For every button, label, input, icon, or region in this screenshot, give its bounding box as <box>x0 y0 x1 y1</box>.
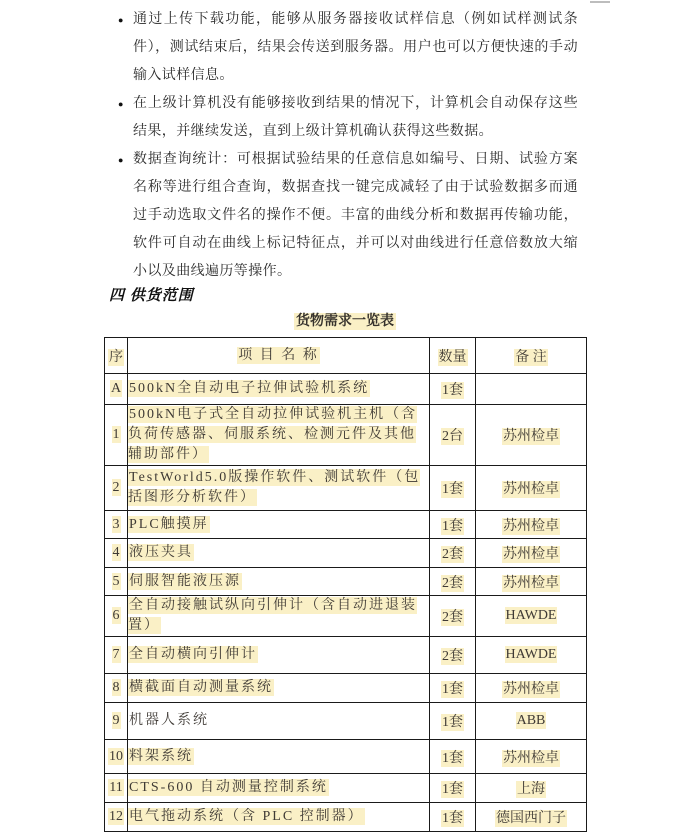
row-name: 全自动接触试纵向引伸计（含自动进退装置） <box>128 598 417 633</box>
row-remark <box>530 380 532 397</box>
row-name: CTS-600 自动测量控制系统 <box>129 780 328 795</box>
row-qty: 1套 <box>442 383 463 398</box>
header-name-text: 项 目 名 称 <box>238 347 319 363</box>
table-row <box>105 703 587 740</box>
bullet-text: 通过上传下载功能，能够从服务器接收试样信息（例如试样测试条件），测试结束后，结果会传送到服务器。用户也可以方便快速的手动输入试样信息。 <box>133 12 578 83</box>
table-header-row <box>105 338 587 374</box>
row-qty: 2台 <box>442 429 463 444</box>
row-no: 3 <box>112 516 120 532</box>
row-remark: 德国西门子 <box>496 811 566 826</box>
row-qty: 2套 <box>442 649 463 664</box>
row-remark: 苏州检卓 <box>503 575 559 591</box>
row-no: 10 <box>109 748 123 764</box>
bullet-text: 在上级计算机没有能够接收到结果的情况下，计算机会自动保存这些结果，并继续发送，直到上级计算机确认获得这些数据。 <box>133 96 578 139</box>
bullet-item <box>118 90 578 146</box>
row-no: 12 <box>109 809 123 824</box>
table-row <box>105 511 587 539</box>
row-name: 横截面自动测量系统 <box>129 680 273 695</box>
row-name: TestWorld5.0版操作软件、测试软件（包括图形分析软件） <box>128 470 421 505</box>
table-title-text: 货物需求一览表 <box>296 314 394 329</box>
row-remark: HAWDE <box>505 608 557 623</box>
row-qty: 1套 <box>442 782 463 797</box>
header-no <box>105 338 128 374</box>
bullet-item <box>118 146 578 286</box>
row-no: 5 <box>112 573 120 589</box>
row-no: 1 <box>112 427 120 442</box>
bullet-item <box>118 6 578 90</box>
row-no: 9 <box>112 713 120 728</box>
bullet-text: 数据查询统计：可根据试验结果的任意信息如编号、日期、试验方案名称等进行组合查询，数据查找一键完成减轻了由于试验数据多而通过手动选取文件名的操作不便。丰富的曲线分析和数据再传输功能，软件可自动在曲线上标记特征点，并可以对曲线进行任意倍数放大缩小以及曲线遍历等操作。 <box>133 152 578 279</box>
row-name: 伺服智能液压源 <box>129 573 241 589</box>
row-name: 机器人系统 <box>129 713 209 728</box>
row-remark: 苏州检卓 <box>503 750 559 766</box>
row-no: 6 <box>112 608 120 623</box>
header-remark-text: 备 注 <box>515 349 547 365</box>
row-no: A <box>110 381 122 396</box>
row-qty: 2套 <box>442 575 463 591</box>
header-qty <box>430 338 476 374</box>
table-row <box>105 405 587 466</box>
table-row <box>105 774 587 803</box>
row-name: 全自动横向引伸计 <box>129 647 257 662</box>
table-row <box>105 674 587 703</box>
row-name: 500kN全自动电子拉伸试验机系统 <box>129 381 370 396</box>
row-remark: HAWDE <box>505 647 557 662</box>
row-qty: 1套 <box>442 482 463 497</box>
row-name: PLC触摸屏 <box>129 516 209 532</box>
row-name: 料架系统 <box>129 748 193 764</box>
row-name: 电气拖动系统（含 PLC 控制器） <box>129 809 364 824</box>
table-row <box>105 803 587 832</box>
row-qty: 1套 <box>442 715 463 730</box>
row-remark: 苏州检卓 <box>503 429 559 444</box>
row-qty: 1套 <box>442 750 463 766</box>
table-row <box>105 740 587 774</box>
row-no: 8 <box>112 680 120 695</box>
row-qty: 1套 <box>442 682 463 697</box>
header-no-text: 序 <box>109 349 123 365</box>
row-name: 液压夹具 <box>129 545 193 560</box>
row-remark: ABB <box>516 713 546 728</box>
row-remark: 苏州检卓 <box>503 547 559 562</box>
row-qty: 1套 <box>442 811 463 826</box>
header-qty-text: 数量 <box>438 349 467 365</box>
header-name <box>128 338 430 374</box>
row-qty: 2套 <box>442 547 463 562</box>
row-remark: 上海 <box>517 782 545 797</box>
row-no: 7 <box>112 647 120 662</box>
row-remark: 苏州检卓 <box>503 682 559 697</box>
page-edge-mark <box>590 1 610 3</box>
row-no: 11 <box>109 780 123 795</box>
row-qty: 2套 <box>442 610 463 625</box>
header-remark <box>476 338 587 374</box>
section-heading: 四 供货范围 <box>109 288 194 304</box>
row-no: 2 <box>112 480 120 495</box>
table-row <box>105 596 587 637</box>
row-remark: 苏州检卓 <box>503 518 559 534</box>
table-row <box>105 637 587 674</box>
goods-table <box>104 337 587 832</box>
row-remark: 苏州检卓 <box>503 482 559 497</box>
bullet-icon: ● <box>118 99 124 109</box>
row-name: 500kN电子式全自动拉伸试验机主机（含负荷传感器、伺服系统、检测元件及其他辅助部件） <box>128 407 418 462</box>
table-row <box>105 539 587 568</box>
table-row <box>105 466 587 511</box>
table-title <box>104 310 586 330</box>
row-qty: 1套 <box>442 518 463 534</box>
bullet-icon: ● <box>118 15 124 25</box>
table-row <box>105 568 587 596</box>
table-row <box>105 374 587 405</box>
row-no: 4 <box>112 545 120 560</box>
bullet-icon: ● <box>118 155 124 165</box>
bullet-list <box>118 6 578 286</box>
